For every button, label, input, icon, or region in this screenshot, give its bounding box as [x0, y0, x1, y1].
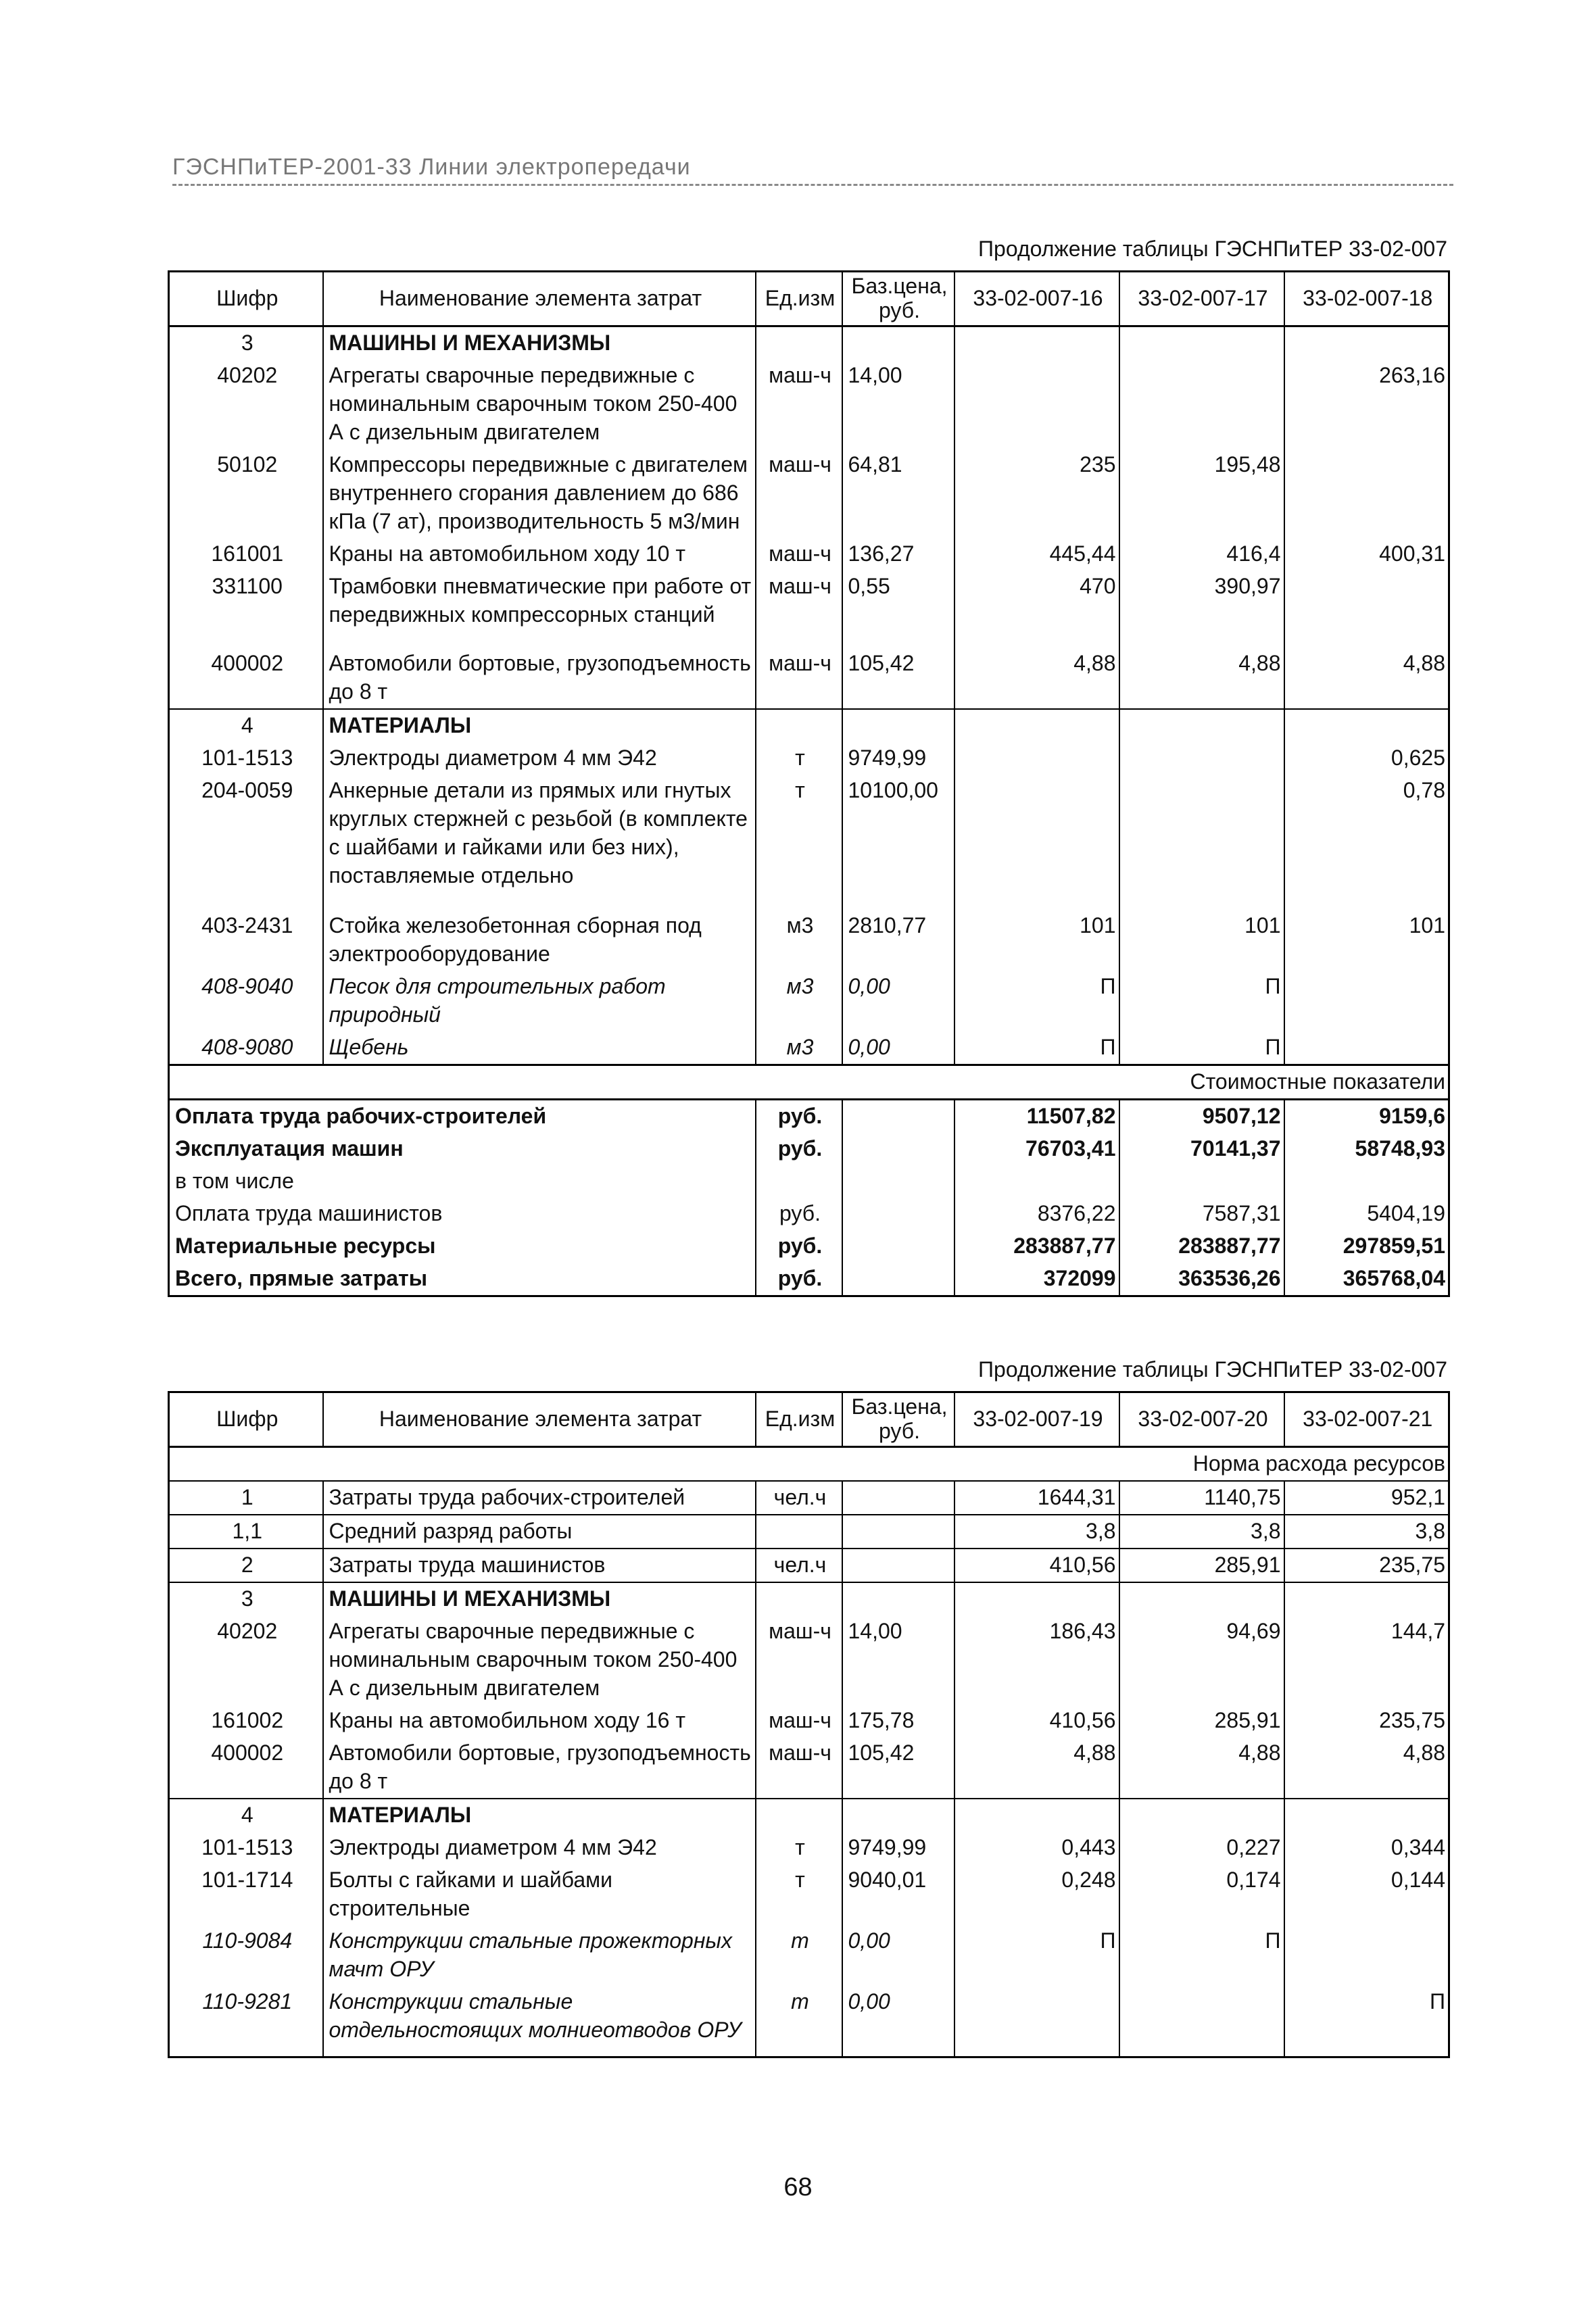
summary-value: 7587,31	[1119, 1198, 1284, 1230]
band-label: Норма расхода ресурсов	[169, 1447, 1449, 1482]
norm-value: 0,625	[1284, 742, 1449, 775]
summary-unit: руб.	[756, 1230, 842, 1263]
header-rule	[172, 184, 1453, 186]
col-header: Наименование элемента затрат	[323, 1392, 756, 1447]
summary-value: 58748,93	[1284, 1133, 1449, 1165]
resource-unit: т	[756, 1832, 842, 1864]
resource-code: 204-0059	[169, 775, 323, 910]
norm-value: П	[954, 971, 1119, 1031]
norm-value: 416,4	[1119, 538, 1284, 570]
empty-cell	[842, 1100, 954, 1134]
norm-value: 3,8	[1119, 1515, 1284, 1549]
summary-label: Всего, прямые затраты	[169, 1263, 756, 1296]
col-header: 33-02-007-16	[954, 272, 1119, 326]
table-row	[169, 910, 1449, 971]
resource-unit: м3	[756, 1031, 842, 1065]
base-price: 2810,77	[842, 910, 954, 971]
norm-value: П	[954, 1925, 1119, 1986]
table-header-row	[169, 272, 1449, 326]
page-number: 68	[783, 2173, 813, 2201]
norm-value: 4,88	[1284, 648, 1449, 709]
norm-value: 101	[1119, 910, 1284, 971]
col-header: Ед.изм	[756, 272, 842, 326]
band-label: Стоимостные показатели	[169, 1065, 1449, 1100]
base-price: 0,00	[842, 1986, 954, 2057]
resource-unit: чел.ч	[756, 1549, 842, 1582]
col-header: Шифр	[169, 272, 323, 326]
resource-code: 40202	[169, 360, 323, 449]
resource-code: 110-9084	[169, 1925, 323, 1986]
resource-name: Трамбовки пневматические при работе от передвижных компрессорных станций	[323, 570, 756, 648]
norm-value: 1644,31	[954, 1481, 1119, 1515]
base-price: 9749,99	[842, 1832, 954, 1864]
resource-code: 1,1	[169, 1515, 323, 1549]
table2-caption: Продолжение таблицы ГЭСНПиТЕР 33-02-007	[978, 1357, 1447, 1382]
empty-cell	[1284, 1582, 1449, 1615]
table-row	[169, 538, 1449, 570]
norm-value: 235,75	[1284, 1549, 1449, 1582]
resource-code: 101-1714	[169, 1864, 323, 1925]
summary-value: 363536,26	[1119, 1263, 1284, 1296]
norm-value: 101	[1284, 910, 1449, 971]
resource-unit: маш-ч	[756, 360, 842, 449]
summary-value	[1284, 1165, 1449, 1198]
base-price: 0,55	[842, 570, 954, 648]
norm-value: 4,88	[954, 1737, 1119, 1799]
summary-unit: руб.	[756, 1263, 842, 1296]
section-number: 4	[169, 709, 323, 742]
resource-name: Конструкции стальные отдельностоящих молниеотводов ОРУ	[323, 1986, 756, 2057]
norm-value: 445,44	[954, 538, 1119, 570]
summary-value: 70141,37	[1119, 1133, 1284, 1165]
norm-value: 101	[954, 910, 1119, 971]
summary-row	[169, 1100, 1449, 1134]
col-header: Ед.изм	[756, 1392, 842, 1447]
resource-code: 161001	[169, 538, 323, 570]
norm-value: 4,88	[954, 648, 1119, 709]
norm-value	[1119, 775, 1284, 910]
empty-cell	[1119, 1582, 1284, 1615]
section-title: МАШИНЫ И МЕХАНИЗМЫ	[323, 326, 756, 360]
resource-unit: маш-ч	[756, 449, 842, 538]
summary-value: 283887,77	[1119, 1230, 1284, 1263]
resource-code: 331100	[169, 570, 323, 648]
summary-row	[169, 1133, 1449, 1165]
resource-unit	[756, 1515, 842, 1549]
norm-value: 0,144	[1284, 1864, 1449, 1925]
resource-name: Компрессоры передвижные с двигателем внутреннего сгорания давлением до 686 кПа (7 ат), производительность 5 м3/мин	[323, 449, 756, 538]
summary-label: Материальные ресурсы	[169, 1230, 756, 1263]
resource-name: Щебень	[323, 1031, 756, 1065]
resource-name: Болты с гайками и шайбами строительные	[323, 1864, 756, 1925]
section-row	[169, 326, 1449, 360]
resource-name: Стойка железобетонная сборная под электрооборудование	[323, 910, 756, 971]
empty-cell	[842, 1263, 954, 1296]
norm-value	[954, 742, 1119, 775]
norm-value: 470	[954, 570, 1119, 648]
base-price: 0,00	[842, 1031, 954, 1065]
summary-value: 76703,41	[954, 1133, 1119, 1165]
section-title: МАШИНЫ И МЕХАНИЗМЫ	[323, 1582, 756, 1615]
resource-unit: маш-ч	[756, 1705, 842, 1737]
col-header: Баз.цена, руб.	[842, 1392, 954, 1447]
resource-code: 110-9281	[169, 1986, 323, 2057]
col-header: 33-02-007-21	[1284, 1392, 1449, 1447]
resource-code: 403-2431	[169, 910, 323, 971]
resource-unit: т	[756, 1864, 842, 1925]
norm-value: 235	[954, 449, 1119, 538]
resource-unit: маш-ч	[756, 1737, 842, 1799]
empty-cell	[756, 326, 842, 360]
norm-value	[1284, 449, 1449, 538]
empty-cell	[1284, 709, 1449, 742]
resource-code: 40202	[169, 1615, 323, 1705]
section-row	[169, 709, 1449, 742]
norm-value: 0,174	[1119, 1864, 1284, 1925]
summary-value: 283887,77	[954, 1230, 1119, 1263]
norm-value: 144,7	[1284, 1615, 1449, 1705]
resource-code: 1	[169, 1481, 323, 1515]
norm-value: 0,248	[954, 1864, 1119, 1925]
resource-unit: т	[756, 742, 842, 775]
resource-code: 101-1513	[169, 1832, 323, 1864]
band-row	[169, 1065, 1449, 1100]
col-header: Баз.цена, руб.	[842, 272, 954, 326]
norm-value: 410,56	[954, 1549, 1119, 1582]
summary-label: Оплата труда машинистов	[169, 1198, 756, 1230]
summary-row	[169, 1198, 1449, 1230]
resource-name: Анкерные детали из прямых или гнутых круглых стержней с резьбой (в комплекте с шайбами и гайками или без них), поставляемые отдельно	[323, 775, 756, 910]
resource-code: 101-1513	[169, 742, 323, 775]
norm-value: П	[1119, 1031, 1284, 1065]
table-row	[169, 1832, 1449, 1864]
norm-value	[1119, 1986, 1284, 2057]
resource-name: Автомобили бортовые, грузоподъемность до 8 т	[323, 1737, 756, 1799]
norm-value: 4,88	[1119, 1737, 1284, 1799]
empty-cell	[842, 326, 954, 360]
section-number: 3	[169, 326, 323, 360]
empty-cell	[842, 1133, 954, 1165]
section-title: МАТЕРИАЛЫ	[323, 709, 756, 742]
summary-value: 8376,22	[954, 1198, 1119, 1230]
norm-value: 0,227	[1119, 1832, 1284, 1864]
norm-value: 952,1	[1284, 1481, 1449, 1515]
section-title: МАТЕРИАЛЫ	[323, 1799, 756, 1832]
norm-value: 285,91	[1119, 1549, 1284, 1582]
empty-cell	[954, 1582, 1119, 1615]
resource-name: Песок для строительных работ природный	[323, 971, 756, 1031]
base-price: 0,00	[842, 971, 954, 1031]
norm-value: 235,75	[1284, 1705, 1449, 1737]
summary-value: 5404,19	[1284, 1198, 1449, 1230]
empty-cell	[954, 709, 1119, 742]
norm-value	[1284, 570, 1449, 648]
table-row	[169, 1864, 1449, 1925]
norm-value: П	[1119, 971, 1284, 1031]
norm-value: 0,443	[954, 1832, 1119, 1864]
summary-row	[169, 1165, 1449, 1198]
base-price	[842, 1515, 954, 1549]
table-row	[169, 742, 1449, 775]
base-price: 0,00	[842, 1925, 954, 1986]
table-header-row	[169, 1392, 1449, 1447]
norm-value: П	[1119, 1925, 1284, 1986]
col-header: Наименование элемента затрат	[323, 272, 756, 326]
summary-unit: руб.	[756, 1198, 842, 1230]
summary-value: 11507,82	[954, 1100, 1119, 1134]
resource-unit: т	[756, 1986, 842, 2057]
resource-code: 400002	[169, 1737, 323, 1799]
resource-unit: м3	[756, 971, 842, 1031]
norm-value: 263,16	[1284, 360, 1449, 449]
empty-cell	[842, 1799, 954, 1832]
summary-label: в том числе	[169, 1165, 756, 1198]
base-price: 10100,00	[842, 775, 954, 910]
base-price: 136,27	[842, 538, 954, 570]
norm-value	[1284, 1031, 1449, 1065]
norm-value: 3,8	[954, 1515, 1119, 1549]
base-price: 105,42	[842, 1737, 954, 1799]
table-row	[169, 1737, 1449, 1799]
empty-cell	[756, 1799, 842, 1832]
summary-value	[954, 1165, 1119, 1198]
summary-unit: руб.	[756, 1100, 842, 1134]
table-row	[169, 648, 1449, 709]
summary-unit: руб.	[756, 1133, 842, 1165]
resource-code: 161002	[169, 1705, 323, 1737]
empty-cell	[842, 1230, 954, 1263]
resource-table-1	[168, 270, 1450, 1297]
resource-code: 2	[169, 1549, 323, 1582]
resource-name: Агрегаты сварочные передвижные с номинальным сварочным током 250-400 А с дизельным двигателем	[323, 1615, 756, 1705]
table-row	[169, 570, 1449, 648]
summary-value: 365768,04	[1284, 1263, 1449, 1296]
band-row	[169, 1447, 1449, 1482]
resource-code: 50102	[169, 449, 323, 538]
norm-value: П	[1284, 1986, 1449, 2057]
col-header: 33-02-007-18	[1284, 272, 1449, 326]
resource-name: Электроды диаметром 4 мм Э42	[323, 1832, 756, 1864]
base-price	[842, 1549, 954, 1582]
base-price: 105,42	[842, 648, 954, 709]
norm-value	[1284, 1925, 1449, 1986]
norm-value: 195,48	[1119, 449, 1284, 538]
base-price: 64,81	[842, 449, 954, 538]
resource-unit: маш-ч	[756, 538, 842, 570]
summary-label: Эксплуатация машин	[169, 1133, 756, 1165]
summary-row	[169, 1230, 1449, 1263]
empty-cell	[756, 1582, 842, 1615]
norm-value: 4,88	[1119, 648, 1284, 709]
empty-cell	[842, 1198, 954, 1230]
summary-value: 372099	[954, 1263, 1119, 1296]
resource-unit: т	[756, 775, 842, 910]
table-row	[169, 1481, 1449, 1515]
resource-code: 408-9080	[169, 1031, 323, 1065]
norm-value	[1119, 742, 1284, 775]
norm-value: 0,344	[1284, 1832, 1449, 1864]
table1-caption: Продолжение таблицы ГЭСНПиТЕР 33-02-007	[978, 237, 1447, 261]
resource-unit: чел.ч	[756, 1481, 842, 1515]
summary-value: 297859,51	[1284, 1230, 1449, 1263]
section-number: 3	[169, 1582, 323, 1615]
empty-cell	[1284, 1799, 1449, 1832]
norm-value: 0,78	[1284, 775, 1449, 910]
resource-unit: маш-ч	[756, 570, 842, 648]
resource-unit: м3	[756, 910, 842, 971]
norm-value: 4,88	[1284, 1737, 1449, 1799]
resource-unit: т	[756, 1925, 842, 1986]
table-row	[169, 971, 1449, 1031]
table-row	[169, 1031, 1449, 1065]
table-row	[169, 1549, 1449, 1582]
table-row	[169, 449, 1449, 538]
running-header: ГЭСНПиТЕР-2001-33 Линии электропередачи	[172, 154, 691, 180]
norm-value	[954, 1986, 1119, 2057]
empty-cell	[1119, 326, 1284, 360]
norm-value	[1284, 971, 1449, 1031]
table-row	[169, 1705, 1449, 1737]
norm-value: 3,8	[1284, 1515, 1449, 1549]
section-number: 4	[169, 1799, 323, 1832]
norm-value: 94,69	[1119, 1615, 1284, 1705]
table1-body	[169, 326, 1449, 1296]
section-row	[169, 1582, 1449, 1615]
table-row	[169, 1986, 1449, 2057]
norm-value	[954, 360, 1119, 449]
resource-unit: маш-ч	[756, 648, 842, 709]
norm-value: 285,91	[1119, 1705, 1284, 1737]
resource-code: 408-9040	[169, 971, 323, 1031]
resource-name: Краны на автомобильном ходу 16 т	[323, 1705, 756, 1737]
resource-name: Агрегаты сварочные передвижные с номинальным сварочным током 250-400 А с дизельным двигателем	[323, 360, 756, 449]
empty-cell	[842, 1165, 954, 1198]
summary-value	[1119, 1165, 1284, 1198]
resource-name: Затраты труда машинистов	[323, 1549, 756, 1582]
base-price: 14,00	[842, 1615, 954, 1705]
col-header: 33-02-007-20	[1119, 1392, 1284, 1447]
norm-value: 390,97	[1119, 570, 1284, 648]
empty-cell	[1119, 1799, 1284, 1832]
summary-value: 9507,12	[1119, 1100, 1284, 1134]
base-price: 9749,99	[842, 742, 954, 775]
norm-value: 410,56	[954, 1705, 1119, 1737]
norm-value	[1119, 360, 1284, 449]
empty-cell	[842, 1582, 954, 1615]
table2-body	[169, 1447, 1449, 2057]
col-header: Шифр	[169, 1392, 323, 1447]
empty-cell	[1284, 326, 1449, 360]
resource-name: Затраты труда рабочих-строителей	[323, 1481, 756, 1515]
norm-value	[954, 775, 1119, 910]
col-header: 33-02-007-19	[954, 1392, 1119, 1447]
empty-cell	[954, 326, 1119, 360]
empty-cell	[842, 709, 954, 742]
table-row	[169, 360, 1449, 449]
summary-label: Оплата труда рабочих-строителей	[169, 1100, 756, 1134]
resource-name: Краны на автомобильном ходу 10 т	[323, 538, 756, 570]
resource-unit: маш-ч	[756, 1615, 842, 1705]
norm-value: П	[954, 1031, 1119, 1065]
summary-unit	[756, 1165, 842, 1198]
resource-name: Электроды диаметром 4 мм Э42	[323, 742, 756, 775]
empty-cell	[954, 1799, 1119, 1832]
table-row	[169, 775, 1449, 910]
table-row	[169, 1925, 1449, 1986]
resource-table-2	[168, 1391, 1450, 2058]
resource-name: Автомобили бортовые, грузоподъемность до 8 т	[323, 648, 756, 709]
norm-value: 186,43	[954, 1615, 1119, 1705]
resource-name: Конструкции стальные прожекторных мачт ОРУ	[323, 1925, 756, 1986]
empty-cell	[1119, 709, 1284, 742]
base-price	[842, 1481, 954, 1515]
base-price: 14,00	[842, 360, 954, 449]
norm-value: 400,31	[1284, 538, 1449, 570]
summary-row	[169, 1263, 1449, 1296]
table-row	[169, 1615, 1449, 1705]
table-row	[169, 1515, 1449, 1549]
section-row	[169, 1799, 1449, 1832]
col-header: 33-02-007-17	[1119, 272, 1284, 326]
base-price: 9040,01	[842, 1864, 954, 1925]
resource-name: Средний разряд работы	[323, 1515, 756, 1549]
resource-code: 400002	[169, 648, 323, 709]
empty-cell	[756, 709, 842, 742]
base-price: 175,78	[842, 1705, 954, 1737]
summary-value: 9159,6	[1284, 1100, 1449, 1134]
norm-value: 1140,75	[1119, 1481, 1284, 1515]
